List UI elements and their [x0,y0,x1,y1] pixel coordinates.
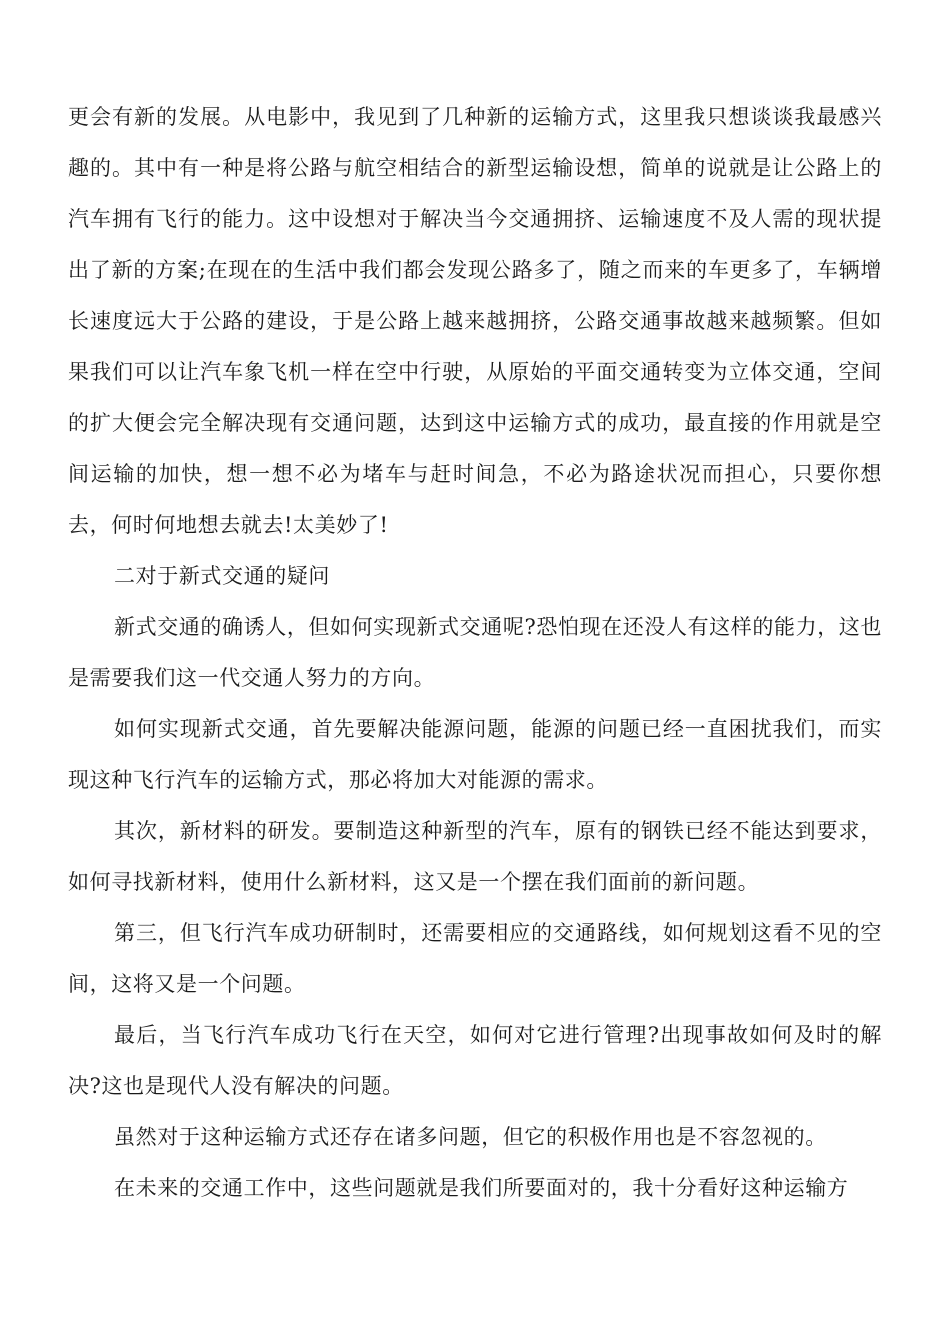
section-heading: 二对于新式交通的疑问 [114,564,330,588]
paragraph-materials: 其次，新材料的研发。要制造这种新型的汽车，原有的钢铁已经不能达到要求，如何寻找新材料，使用什么新材料，这又是一个摆在我们面前的新问题。 [68,819,882,894]
paragraph-future: 在未来的交通工作中，这些问题就是我们所要面对的，我十分看好这种运输方 [114,1176,849,1200]
paragraph-routes: 第三，但飞行汽车成功研制时，还需要相应的交通路线，如何规划这看不见的空间，这将又是一个问题。 [68,921,882,996]
paragraph-positive: 虽然对于这种运输方式还存在诸多问题，但它的积极作用也是不容忽视的。 [114,1125,827,1149]
paragraph-question: 新式交通的确诱人，但如何实现新式交通呢?恐怕现在还没人有这样的能力，这也是需要我们这一代交通人努力的方向。 [68,615,882,690]
paragraph-energy: 如何实现新式交通，首先要解决能源问题，能源的问题已经一直困扰我们，而实现这种飞行汽车的运输方式，那必将加大对能源的需求。 [68,717,882,792]
document-body [68,92,882,1214]
paragraph-intro: 更会有新的发展。从电影中，我见到了几种新的运输方式，这里我只想谈谈我最感兴趣的。其中有一种是将公路与航空相结合的新型运输设想，简单的说就是让公路上的汽车拥有飞行的能力。这中设想对于解决当今交通拥挤、运输速度不及人需的现状提出了新的方案;在现在的生活中我们都会发现公路多了，随之而来的车更多了，车辆增长速度远大于公路的建设，于是公路上越来越拥挤，公路交通事故越来越频繁。但如果我们可以让汽车象飞机一样在空中行驶，从原始的平面交通转变为立体交通，空间的扩大便会完全解决现有交通问题，达到这中运输方式的成功，最直接的作用就是空间运输的加快，想一想不必为堵车与赶时间急，不必为路途状况而担心，只要你想去，何时何地想去就去!太美妙了! [68,105,882,537]
paragraph-management: 最后，当飞行汽车成功飞行在天空，如何对它进行管理?出现事故如何及时的解决?这也是现代人没有解决的问题。 [68,1023,882,1098]
